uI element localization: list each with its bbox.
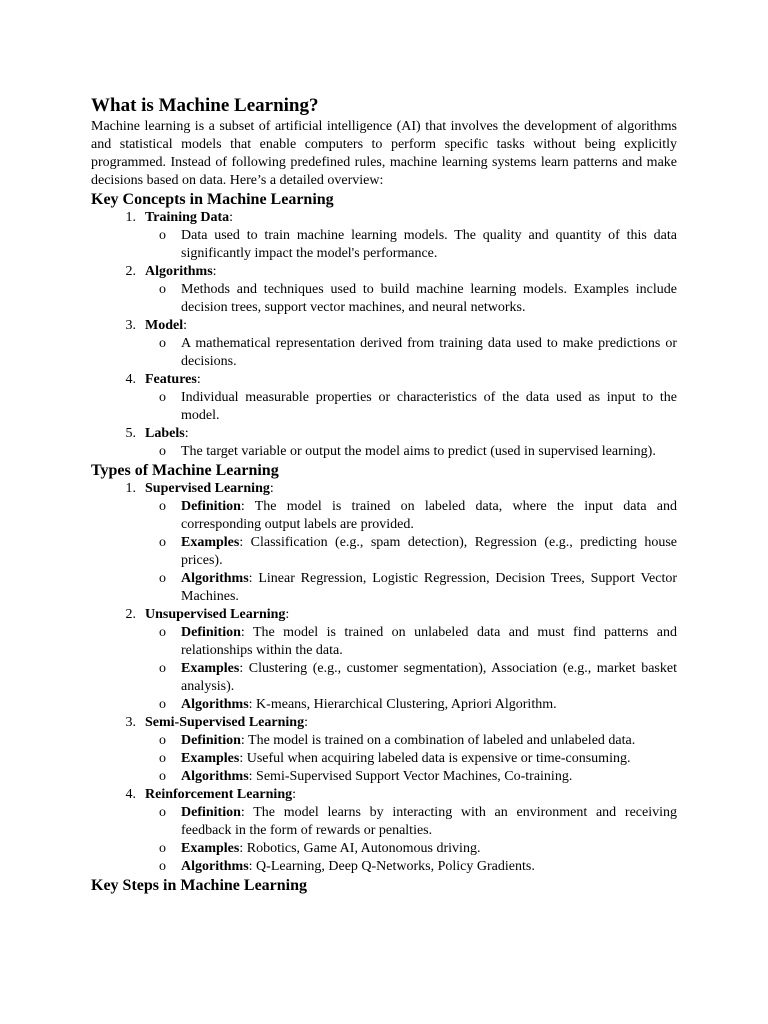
list-item-label <box>145 371 201 389</box>
list-number: 2. <box>125 607 136 622</box>
bullet-description: Data used to train machine learning models. The quality and quantity of this data significantly impact the model's performance. <box>181 228 677 261</box>
section-heading: Key Concepts in Machine Learning <box>91 191 334 208</box>
list-item <box>91 786 677 876</box>
list-item-row <box>91 371 677 389</box>
bullet-term: Examples <box>181 535 240 550</box>
bullet-marker: o <box>159 499 166 514</box>
label-colon: : <box>229 210 234 225</box>
bullet-list <box>91 732 677 786</box>
bullet-marker: o <box>159 769 166 784</box>
bullet-text <box>181 750 677 768</box>
bullet-text <box>181 624 677 660</box>
bullet-item <box>91 281 677 317</box>
list-item-label <box>145 714 308 732</box>
bullet-description: : Semi-Supervised Support Vector Machines, Co-training. <box>248 769 573 784</box>
bullet-term: Algorithms <box>181 769 249 784</box>
section-heading: Types of Machine Learning <box>91 462 279 479</box>
bullet-list <box>91 624 677 714</box>
list-item-label <box>145 263 217 281</box>
list-item <box>91 263 677 317</box>
bullet-item <box>91 840 677 858</box>
bullet-term: Definition <box>181 805 241 820</box>
bullet-marker: o <box>159 841 166 856</box>
bullet-text <box>181 498 677 534</box>
bullet-description: : The model is trained on labeled data, where the input data and corresponding output labels are provided. <box>181 499 677 532</box>
bullet-description: : Linear Regression, Logistic Regression, Decision Trees, Support Vector Machines. <box>181 571 677 604</box>
bullet-text <box>181 768 677 786</box>
bullet-marker: o <box>159 859 166 874</box>
label-colon: : <box>212 264 217 279</box>
bullet-marker: o <box>159 625 166 640</box>
bullet-item <box>91 389 677 425</box>
section-heading: Key Steps in Machine Learning <box>91 877 308 894</box>
bullet-description: Methods and techniques used to build machine learning models. Examples include decision trees, support vector machines, and neural networks. <box>181 282 677 315</box>
list-number: 1. <box>125 481 136 496</box>
label-colon: : <box>285 607 290 622</box>
bullet-marker: o <box>159 228 166 243</box>
bullet-item <box>91 498 677 534</box>
bullet-marker: o <box>159 444 166 459</box>
bullet-marker: o <box>159 805 166 820</box>
list-item-label <box>145 480 274 498</box>
bullet-item <box>91 696 677 714</box>
bullet-description: : Useful when acquiring labeled data is expensive or time-consuming. <box>239 751 631 766</box>
list-number: 5. <box>125 426 136 441</box>
bullet-text <box>181 570 677 606</box>
list-item-term: Labels <box>145 426 185 441</box>
list-item-term: Unsupervised Learning <box>145 607 286 622</box>
bullet-marker: o <box>159 751 166 766</box>
bullet-list <box>91 227 677 263</box>
bullet-term: Algorithms <box>181 697 249 712</box>
bullet-item <box>91 750 677 768</box>
bullet-description: : The model is trained on a combination of labeled and unlabeled data. <box>240 733 636 748</box>
bullet-list <box>91 335 677 371</box>
list-number: 3. <box>125 715 136 730</box>
bullet-marker: o <box>159 390 166 405</box>
list-item-term: Algorithms <box>145 264 213 279</box>
bullet-text <box>181 443 677 461</box>
list-item-label <box>145 425 189 443</box>
bullet-marker: o <box>159 336 166 351</box>
bullet-item <box>91 443 677 461</box>
page-title: What is Machine Learning? <box>91 95 319 116</box>
label-colon: : <box>304 715 308 730</box>
bullet-item <box>91 534 677 570</box>
list-number: 1. <box>125 210 136 225</box>
list-item <box>91 606 677 714</box>
bullet-list <box>91 389 677 425</box>
bullet-description: : Clustering (e.g., customer segmentation), Association (e.g., market basket analysis). <box>181 661 677 694</box>
list-item-row <box>91 263 677 281</box>
list-item <box>91 425 677 461</box>
list-item-term: Features <box>145 372 197 387</box>
bullet-text <box>181 281 677 317</box>
bullet-marker: o <box>159 697 166 712</box>
list-item-label <box>145 209 233 227</box>
numbered-list <box>91 480 677 876</box>
bullet-text <box>181 660 677 696</box>
bullet-item <box>91 335 677 371</box>
bullet-text <box>181 732 677 750</box>
bullet-description: The target variable or output the model aims to predict (used in supervised learning). <box>181 444 656 459</box>
list-item-term: Reinforcement Learning <box>145 787 293 802</box>
list-item-term: Supervised Learning <box>145 481 270 496</box>
bullet-description: : The model is trained on unlabeled data and must find patterns and relationships within the data. <box>181 625 677 658</box>
list-item-row <box>91 786 677 804</box>
bullet-description: : Q-Learning, Deep Q-Networks, Policy Gradients. <box>248 859 535 874</box>
list-item <box>91 371 677 425</box>
list-number: 2. <box>125 264 136 279</box>
bullet-term: Examples <box>181 751 240 766</box>
label-colon: : <box>196 372 201 387</box>
bullet-term: Definition <box>181 733 241 748</box>
list-number: 3. <box>125 318 136 333</box>
list-item-row <box>91 480 677 498</box>
bullet-item <box>91 660 677 696</box>
bullet-list <box>91 498 677 606</box>
list-item-term: Model <box>145 318 184 333</box>
bullet-text <box>181 804 677 840</box>
bullet-item <box>91 227 677 263</box>
bullet-text <box>181 227 677 263</box>
list-item-row <box>91 317 677 335</box>
bullet-marker: o <box>159 733 166 748</box>
bullet-item <box>91 732 677 750</box>
list-item-row <box>91 606 677 624</box>
list-item <box>91 714 677 786</box>
list-item-label <box>145 606 289 624</box>
bullet-marker: o <box>159 571 166 586</box>
list-item-row <box>91 714 677 732</box>
bullet-term: Algorithms <box>181 859 249 874</box>
bullet-description: : Robotics, Game AI, Autonomous driving. <box>239 841 481 856</box>
bullet-marker: o <box>159 535 166 550</box>
list-item-term: Semi-Supervised Learning <box>145 715 305 730</box>
bullet-text <box>181 696 677 714</box>
bullet-item <box>91 624 677 660</box>
label-colon: : <box>292 787 296 802</box>
bullet-description: : K-means, Hierarchical Clustering, Apriori Algorithm. <box>248 697 557 712</box>
list-item-term: Training Data <box>145 210 230 225</box>
bullet-marker: o <box>159 661 166 676</box>
bullet-term: Examples <box>181 661 240 676</box>
bullet-marker: o <box>159 282 166 297</box>
list-item <box>91 209 677 263</box>
list-item-row <box>91 209 677 227</box>
bullet-list <box>91 804 677 876</box>
label-colon: : <box>183 318 187 333</box>
bullet-text <box>181 389 677 425</box>
list-number: 4. <box>125 372 136 387</box>
bullet-text <box>181 534 677 570</box>
bullet-term: Definition <box>181 499 241 514</box>
bullet-list <box>91 443 677 461</box>
sections-container <box>91 190 677 895</box>
label-colon: : <box>184 426 189 441</box>
bullet-text <box>181 840 677 858</box>
bullet-item <box>91 858 677 876</box>
bullet-term: Algorithms <box>181 571 249 586</box>
bullet-item <box>91 570 677 606</box>
bullet-item <box>91 804 677 840</box>
numbered-list <box>91 209 677 461</box>
bullet-description: A mathematical representation derived from training data used to make predictions or decisions. <box>181 336 677 369</box>
bullet-text <box>181 335 677 371</box>
list-item-row <box>91 425 677 443</box>
bullet-term: Definition <box>181 625 241 640</box>
list-number: 4. <box>125 787 136 802</box>
list-item <box>91 317 677 371</box>
label-colon: : <box>269 481 274 496</box>
bullet-description: Individual measurable properties or characteristics of the data used as input to the model. <box>181 390 677 423</box>
bullet-term: Examples <box>181 841 240 856</box>
list-item-label <box>145 317 187 335</box>
document-body <box>91 94 677 895</box>
intro-paragraph: Machine learning is a subset of artificial intelligence (AI) that involves the development of algorithms and statistical models that enable computers to perform specific tasks without being explicitly programmed. Instead of following predefined rules, machine learning systems learn patterns and make decisions based on data. Here’s a detailed overview: <box>91 119 677 188</box>
bullet-text <box>181 858 677 876</box>
bullet-list <box>91 281 677 317</box>
list-item <box>91 480 677 606</box>
bullet-description: : Classification (e.g., spam detection), Regression (e.g., predicting house prices). <box>181 535 677 568</box>
bullet-description: : The model learns by interacting with an environment and receiving feedback in the form of rewards or penalties. <box>181 805 677 838</box>
list-item-label <box>145 786 296 804</box>
bullet-item <box>91 768 677 786</box>
